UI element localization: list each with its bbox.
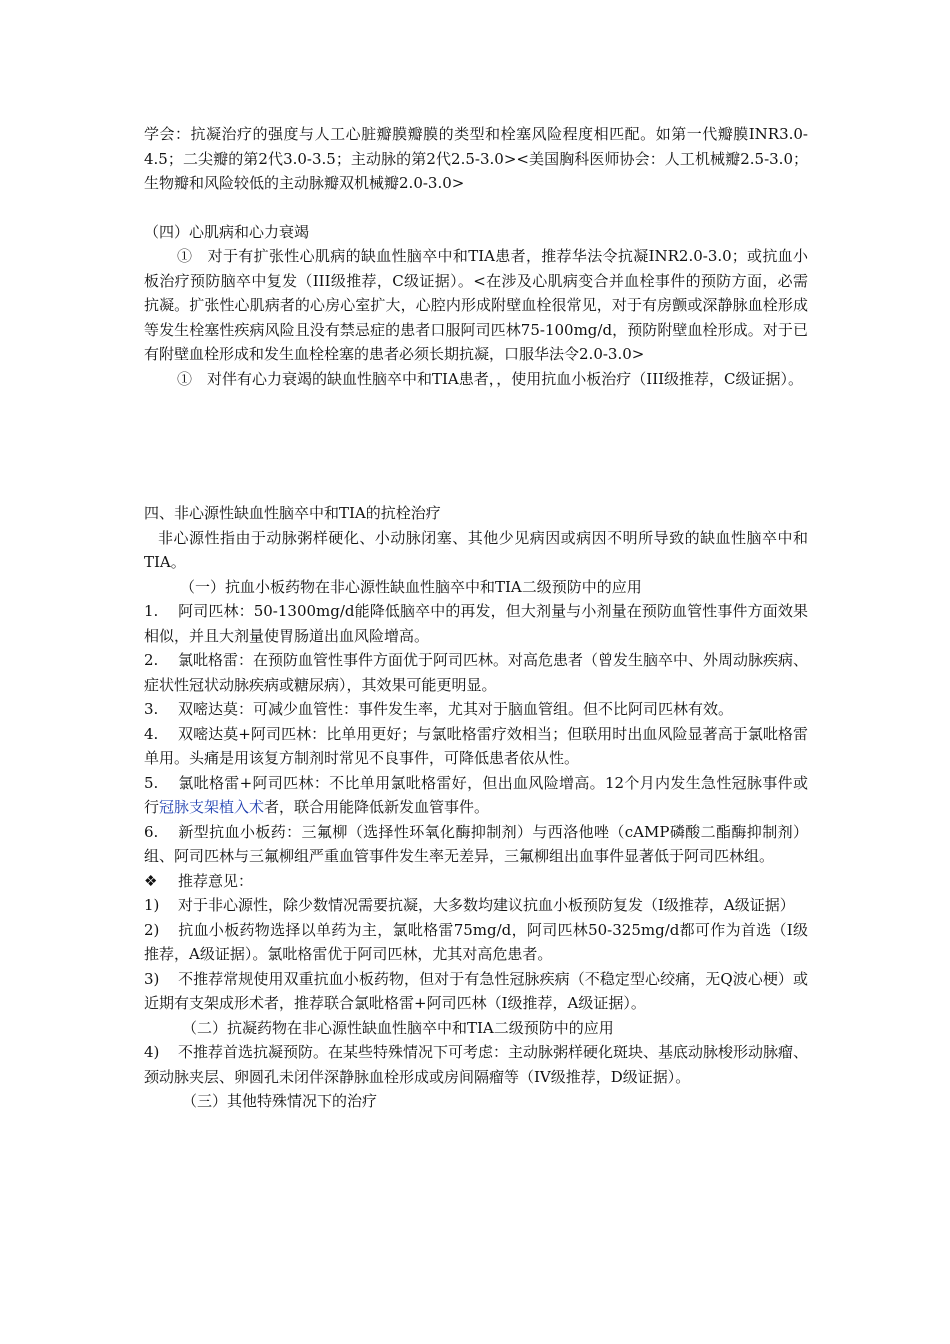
paragraph-valve-anticoagulation: 学会：抗凝治疗的强度与人工心脏瓣膜瓣膜的类型和栓塞风险程度相匹配。如第一代瓣膜INR3.0-4.5；二尖瓣的第2代3.0-3.5；主动脉的第2代2.5-3.0><美国胸科医师协会：人工机械瓣2.5-3.0；生物瓣和风险较低的主动脉瓣双机械瓣2.0-3.0>	[144, 125, 808, 192]
paragraph-dilated-cardiomyopathy: ① 对于有扩张性心肌病的缺血性脑卒中和TIA患者，推荐华法令抗凝INR2.0-3.0；或抗血小板治疗预防脑卒中复发（III级推荐，C级证据）。<在涉及心肌病变合并血栓事件的预防方面，必需抗凝。扩张性心肌病者的心房心室扩大，心腔内形成附壁血栓很常见，对于有房颤或深静脉血栓形成等发生栓塞性疾病风险且没有禁忌症的患者口服阿司匹林75-100mg/d，预防附壁血栓形成。对于已有附壁血栓形成和发生血栓栓塞的患者必须长期抗凝，口服华法令2.0-3.0>	[144, 247, 808, 363]
list-item: 2. 氯吡格雷：在预防血管性事件方面优于阿司匹林。对高危患者（曾发生脑卒中、外周动脉疾病、症状性冠状动脉疾病或糖尿病），其效果可能更明显。	[144, 651, 809, 694]
recommendation-heading: ❖ 推荐意见：	[144, 869, 808, 894]
list-item: 1. 阿司匹林：50-1300mg/d能降低脑卒中的再发，但大剂量与小剂量在预防血管性事件方面效果相似，并且大剂量使胃肠道出血风险增高。	[144, 602, 808, 645]
heading-anticoagulant: （二）抗凝药物在非心源性缺血性脑卒中和TIA二级预防中的应用	[182, 1018, 614, 1037]
stent-link[interactable]: 冠脉支架植入术	[159, 798, 265, 816]
list-item: 1) 对于非心源性，除少数情况需要抗凝，大多数均建议抗血小板预防复发（I级推荐，A级证据）	[144, 896, 795, 914]
document-page	[144, 122, 808, 1114]
list-item: 3. 双嘧达莫：可减少血管性：事件发生率，尤其对于脑血管组。但不比阿司匹林有效。	[144, 700, 734, 718]
paragraph-noncardiogenic-definition: 非心源性指由于动脉粥样硬化、小动脉闭塞、其他少见病因或病因不明所导致的缺血性脑卒中和TIA。	[144, 528, 808, 571]
heading-cardiomyopathy: （四）心肌病和心力衰竭	[144, 222, 310, 241]
heading-antiplatelet: （一）抗血小板药物在非心源性缺血性脑卒中和TIA二级预防中的应用	[180, 577, 642, 596]
list-item: 4. 双嘧达莫+阿司匹林：比单用更好；与氯吡格雷疗效相当；但联用时出血风险显著高于氯吡格雷单用。头痛是用该复方制剂时常见不良事件，可降低患者依从性。	[144, 724, 808, 767]
heading-special-cases: （三）其他特殊情况下的治疗	[182, 1092, 378, 1110]
paragraph-heart-failure: ① 对伴有心力衰竭的缺血性脑卒中和TIA患者，，使用抗血小板治疗（III级推荐，C级证据）。	[177, 369, 804, 388]
list-item: 4) 不推荐首选抗凝预防。在某些特殊情况下可考虑：主动脉粥样硬化斑块、基底动脉梭形动脉瘤、颈动脉夹层、卵圆孔未闭伴深静脉血栓形成或房间隔瘤等（IV级推荐，D级证据）。	[144, 1043, 809, 1086]
list-item: 3) 不推荐常规使用双重抗血小板药物，但对于有急性冠脉疾病（不稳定型心绞痛，无Q波心梗）或近期有支架成形术者，推荐联合氯吡格雷+阿司匹林（I级推荐，A级证据）。	[144, 969, 808, 1012]
diamond-bullet-icon: ❖	[144, 871, 158, 890]
list-item: 2) 抗血小板药物选择以单药为主，氯吡格雷75mg/d，阿司匹林50-325mg/d都可作为首选（I级推荐，A级证据）。氯吡格雷优于阿司匹林，尤其对高危患者。	[144, 920, 808, 963]
list-item: 6. 新型抗血小板药：三氟柳（选择性环氧化酶抑制剂）与西洛他唑（cAMP磷酸二酯酶抑制剂）组、阿司匹林与三氟柳组严重血管事件发生率无差异，三氟柳组出血事件显著低于阿司匹林组。	[144, 822, 808, 865]
heading-section-four: 四、非心源性缺血性脑卒中和TIA的抗栓治疗	[144, 504, 441, 522]
list-item: 5. 氯吡格雷+阿司匹林：不比单用氯吡格雷好，但出血风险增高。12个月内发生急性冠脉事件或行冠脉支架植入术者，联合用能降低新发血管事件。	[144, 773, 808, 816]
